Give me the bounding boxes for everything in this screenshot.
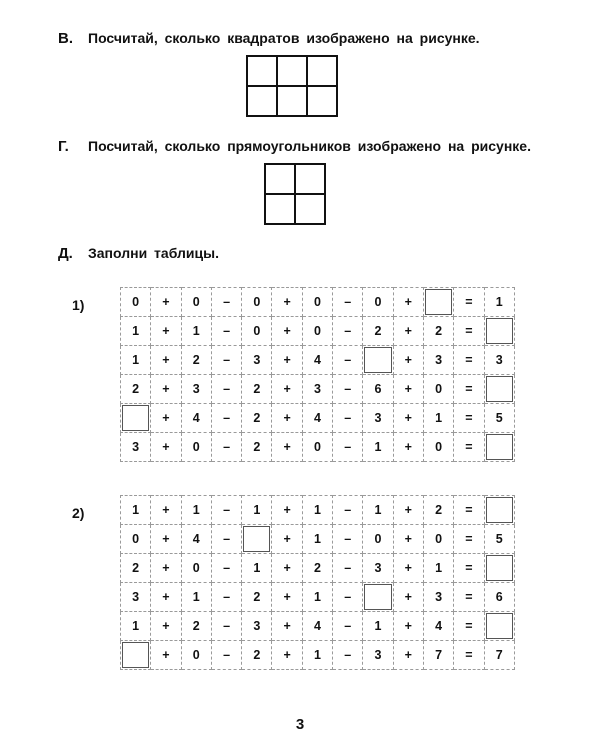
table-cell: 1 <box>242 554 272 583</box>
table-cell: + <box>151 525 181 554</box>
table-cell: 1 <box>363 496 393 525</box>
table-cell: = <box>454 317 484 346</box>
table-cell: + <box>272 496 302 525</box>
answer-box[interactable] <box>484 612 514 641</box>
table-cell: 0 <box>181 288 211 317</box>
table-row <box>121 317 515 346</box>
answer-box[interactable] <box>121 404 151 433</box>
figure-cell <box>264 193 296 225</box>
table-cell: + <box>272 375 302 404</box>
table-cell: – <box>211 583 241 612</box>
table-cell: = <box>454 433 484 462</box>
table-cell: 0 <box>302 317 332 346</box>
table-cell: 1 <box>121 346 151 375</box>
table-cell: 1 <box>363 433 393 462</box>
task-letter: Д. <box>58 245 73 262</box>
table-cell: = <box>454 641 484 670</box>
table-cell: + <box>151 317 181 346</box>
table-cell: 4 <box>181 525 211 554</box>
table-cell: 0 <box>181 433 211 462</box>
table-1-label: 1) <box>72 297 85 313</box>
figure-cell <box>294 193 326 225</box>
table-cell: – <box>333 612 363 641</box>
table-cell: 3 <box>242 612 272 641</box>
table-cell: = <box>454 583 484 612</box>
table-cell: – <box>211 433 241 462</box>
figure-cell <box>246 85 278 117</box>
table-cell: + <box>393 433 423 462</box>
table-cell: = <box>454 346 484 375</box>
table-cell: – <box>211 288 241 317</box>
table-cell: – <box>211 641 241 670</box>
table-cell: 2 <box>181 612 211 641</box>
table-cell: – <box>211 525 241 554</box>
table-cell: – <box>333 525 363 554</box>
answer-box[interactable] <box>484 433 514 462</box>
table-cell: 0 <box>242 288 272 317</box>
table-cell: = <box>454 288 484 317</box>
table-cell: 2 <box>242 375 272 404</box>
table-cell: 2 <box>242 404 272 433</box>
table-cell: + <box>151 554 181 583</box>
task-text: Посчитай, сколько квадратов изображено на рисунке. <box>88 30 480 46</box>
table-cell: – <box>211 496 241 525</box>
table-cell: – <box>333 583 363 612</box>
table-cell: 1 <box>302 583 332 612</box>
table-cell: 1 <box>181 317 211 346</box>
table-cell: 6 <box>363 375 393 404</box>
table-cell: – <box>333 317 363 346</box>
table-cell: = <box>454 404 484 433</box>
table-cell: – <box>333 641 363 670</box>
table-cell: + <box>151 612 181 641</box>
table-cell: 1 <box>121 612 151 641</box>
table-cell: 0 <box>423 525 453 554</box>
table-cell: 3 <box>363 641 393 670</box>
table-cell: + <box>393 554 423 583</box>
rectangles-figure <box>264 163 326 225</box>
table-cell: + <box>272 404 302 433</box>
table-cell: – <box>333 375 363 404</box>
table-cell: 0 <box>363 288 393 317</box>
figure-cell <box>264 163 296 195</box>
table-cell: 1 <box>242 496 272 525</box>
table-cell: 4 <box>302 612 332 641</box>
table-cell: 2 <box>242 583 272 612</box>
table-cell: 1 <box>302 496 332 525</box>
table-row <box>121 346 515 375</box>
task-d-heading <box>58 245 219 262</box>
table-cell: 3 <box>423 346 453 375</box>
table-cell: + <box>272 583 302 612</box>
table-cell: 4 <box>302 404 332 433</box>
table-cell: 1 <box>121 496 151 525</box>
table-cell: 1 <box>181 583 211 612</box>
table-cell: 7 <box>484 641 514 670</box>
table-cell: 2 <box>242 641 272 670</box>
table-cell: + <box>151 433 181 462</box>
table-cell: 5 <box>484 525 514 554</box>
task-letter: Г. <box>58 138 69 155</box>
table-cell: 2 <box>242 433 272 462</box>
table-cell: 7 <box>423 641 453 670</box>
table-cell: 0 <box>121 525 151 554</box>
table-cell: + <box>272 554 302 583</box>
table-cell: – <box>211 554 241 583</box>
table-cell: 0 <box>181 554 211 583</box>
table-row <box>121 433 515 462</box>
table-cell: + <box>393 583 423 612</box>
table-cell: + <box>151 641 181 670</box>
table-cell: + <box>393 404 423 433</box>
answer-box[interactable] <box>242 525 272 554</box>
task-letter: В. <box>58 30 73 47</box>
table-cell: 2 <box>121 375 151 404</box>
table-cell: 1 <box>181 496 211 525</box>
table-cell: – <box>211 346 241 375</box>
table-cell: = <box>454 554 484 583</box>
table-cell: 2 <box>423 317 453 346</box>
table-cell: 3 <box>484 346 514 375</box>
table-cell: + <box>272 612 302 641</box>
figure-cell <box>294 163 326 195</box>
table-cell: 3 <box>181 375 211 404</box>
table-cell: + <box>151 346 181 375</box>
table-cell: + <box>393 496 423 525</box>
table-cell: + <box>272 317 302 346</box>
answer-box[interactable] <box>484 554 514 583</box>
table-cell: 2 <box>423 496 453 525</box>
table-cell: = <box>454 612 484 641</box>
table-cell: 2 <box>302 554 332 583</box>
table-cell: 0 <box>181 641 211 670</box>
table-cell: + <box>393 317 423 346</box>
table-cell: + <box>151 375 181 404</box>
table-cell: 3 <box>363 554 393 583</box>
table-row <box>121 554 515 583</box>
task-text: Заполни таблицы. <box>88 245 219 261</box>
table-cell: 0 <box>363 525 393 554</box>
table-cell: 2 <box>121 554 151 583</box>
answer-box[interactable] <box>121 641 151 670</box>
table-cell: + <box>393 346 423 375</box>
table-cell: 0 <box>242 317 272 346</box>
table-row <box>121 496 515 525</box>
table-row <box>121 288 515 317</box>
table-cell: + <box>393 288 423 317</box>
figure-cell <box>246 55 278 87</box>
table-2-label: 2) <box>72 505 85 521</box>
table-cell: 0 <box>121 288 151 317</box>
table-cell: + <box>272 433 302 462</box>
answer-box[interactable] <box>484 375 514 404</box>
table-cell: 3 <box>242 346 272 375</box>
table-cell: – <box>333 288 363 317</box>
table-cell: – <box>333 554 363 583</box>
table-cell: – <box>211 317 241 346</box>
table-cell: – <box>333 496 363 525</box>
task-v-heading <box>58 30 480 47</box>
answer-box[interactable] <box>363 346 393 375</box>
equation-table-1 <box>120 287 515 462</box>
table-cell: 1 <box>363 612 393 641</box>
table-cell: = <box>454 496 484 525</box>
figure-cell <box>306 85 338 117</box>
table-cell: + <box>151 288 181 317</box>
table-cell: – <box>333 346 363 375</box>
figure-cell <box>276 85 308 117</box>
table-cell: + <box>272 525 302 554</box>
table-cell: + <box>393 525 423 554</box>
table-cell: + <box>272 346 302 375</box>
figure-cell <box>306 55 338 87</box>
task-text: Посчитай, сколько прямоугольников изображено на рисунке. <box>88 138 531 154</box>
table-cell: + <box>272 641 302 670</box>
table-cell: 4 <box>181 404 211 433</box>
table-cell: 3 <box>363 404 393 433</box>
table-cell: 1 <box>302 525 332 554</box>
table-cell: 0 <box>302 433 332 462</box>
figure-cell <box>276 55 308 87</box>
table-cell: 1 <box>484 288 514 317</box>
table-cell: 4 <box>302 346 332 375</box>
table-row <box>121 583 515 612</box>
table-cell: – <box>211 612 241 641</box>
answer-box[interactable] <box>423 288 453 317</box>
table-cell: 3 <box>121 433 151 462</box>
equation-table-2 <box>120 495 515 670</box>
table-cell: + <box>151 404 181 433</box>
page-number: 3 <box>295 716 305 733</box>
table-row <box>121 375 515 404</box>
table-cell: 0 <box>423 375 453 404</box>
table-cell: + <box>393 612 423 641</box>
table-cell: = <box>454 525 484 554</box>
table-cell: 2 <box>181 346 211 375</box>
answer-box[interactable] <box>363 583 393 612</box>
table-cell: 4 <box>423 612 453 641</box>
table-cell: – <box>333 433 363 462</box>
table-cell: 0 <box>302 288 332 317</box>
table-cell: + <box>272 288 302 317</box>
table-cell: 1 <box>302 641 332 670</box>
table-cell: 5 <box>484 404 514 433</box>
answer-box[interactable] <box>484 317 514 346</box>
answer-box[interactable] <box>484 496 514 525</box>
table-row <box>121 525 515 554</box>
table-cell: 3 <box>121 583 151 612</box>
table-cell: 1 <box>121 317 151 346</box>
table-cell: = <box>454 375 484 404</box>
table-cell: + <box>393 375 423 404</box>
table-row <box>121 641 515 670</box>
table-row <box>121 404 515 433</box>
table-row <box>121 612 515 641</box>
table-cell: – <box>333 404 363 433</box>
table-cell: 2 <box>363 317 393 346</box>
task-g-heading <box>58 138 531 155</box>
table-cell: 1 <box>423 404 453 433</box>
table-cell: 3 <box>302 375 332 404</box>
table-cell: + <box>151 583 181 612</box>
table-cell: 6 <box>484 583 514 612</box>
squares-figure <box>246 55 338 117</box>
table-cell: + <box>151 496 181 525</box>
table-cell: 1 <box>423 554 453 583</box>
table-cell: – <box>211 375 241 404</box>
table-cell: 3 <box>423 583 453 612</box>
table-cell: – <box>211 404 241 433</box>
table-cell: 0 <box>423 433 453 462</box>
table-cell: + <box>393 641 423 670</box>
